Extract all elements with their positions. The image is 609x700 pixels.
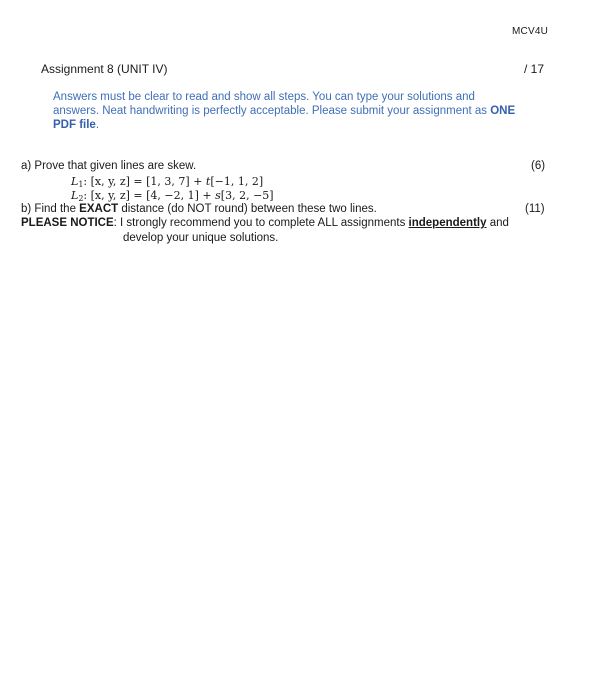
line-1-name: L	[71, 175, 79, 188]
line-1-direction: [−1, 1, 2]	[210, 175, 264, 188]
line-1-sub: 1	[78, 180, 84, 189]
question-a-text: a) Prove that given lines are skew.	[21, 160, 197, 172]
notice-text-2: and	[486, 217, 509, 229]
line-2-name: L	[71, 189, 79, 202]
question-a-points: (6)	[531, 160, 546, 172]
question-b-text	[21, 203, 377, 215]
line-equation-2	[71, 189, 274, 203]
notice-line-1	[21, 217, 509, 229]
question-b-points: (11)	[525, 203, 545, 215]
line-2-sub: 2	[78, 194, 84, 203]
instructions-line-2-text: answers. Neat handwriting is perfectly acceptable. Please submit your assignment as	[53, 105, 488, 118]
line-equation-1	[71, 175, 263, 189]
instructions-period: .	[95, 119, 100, 132]
question-b-exact: EXACT	[79, 203, 119, 215]
notice-line-2: develop your unique solutions.	[123, 232, 279, 244]
instructions-pdf-file: PDF file	[53, 119, 96, 132]
instructions-block	[53, 90, 553, 133]
line-2-param: s	[215, 189, 221, 202]
line-2-direction: [3, 2, −5]	[220, 189, 274, 202]
total-score: / 17	[524, 62, 545, 76]
instructions-line-3	[53, 118, 553, 132]
instructions-line-2	[53, 104, 553, 118]
question-b-prefix: b) Find the	[21, 203, 80, 215]
assignment-title: Assignment 8 (UNIT IV)	[41, 62, 168, 76]
line-1-vector: : [x, y, z] = [1, 3, 7] +	[83, 175, 206, 188]
notice-emphasis: independently	[408, 217, 487, 229]
instructions-line-1: Answers must be clear to read and show all steps. You can type your solutions and	[53, 91, 475, 103]
question-b-suffix: distance (do NOT round) between these two lines.	[118, 203, 377, 215]
notice-label: PLEASE NOTICE	[21, 217, 114, 229]
line-2-vector: : [x, y, z] = [4, −2, 1] +	[83, 189, 216, 202]
notice-text-1: : I strongly recommend you to complete ALL assignments	[113, 217, 409, 229]
instructions-one: ONE	[490, 105, 516, 118]
line-1-param: t	[205, 175, 211, 188]
course-code: MCV4U	[512, 26, 549, 37]
